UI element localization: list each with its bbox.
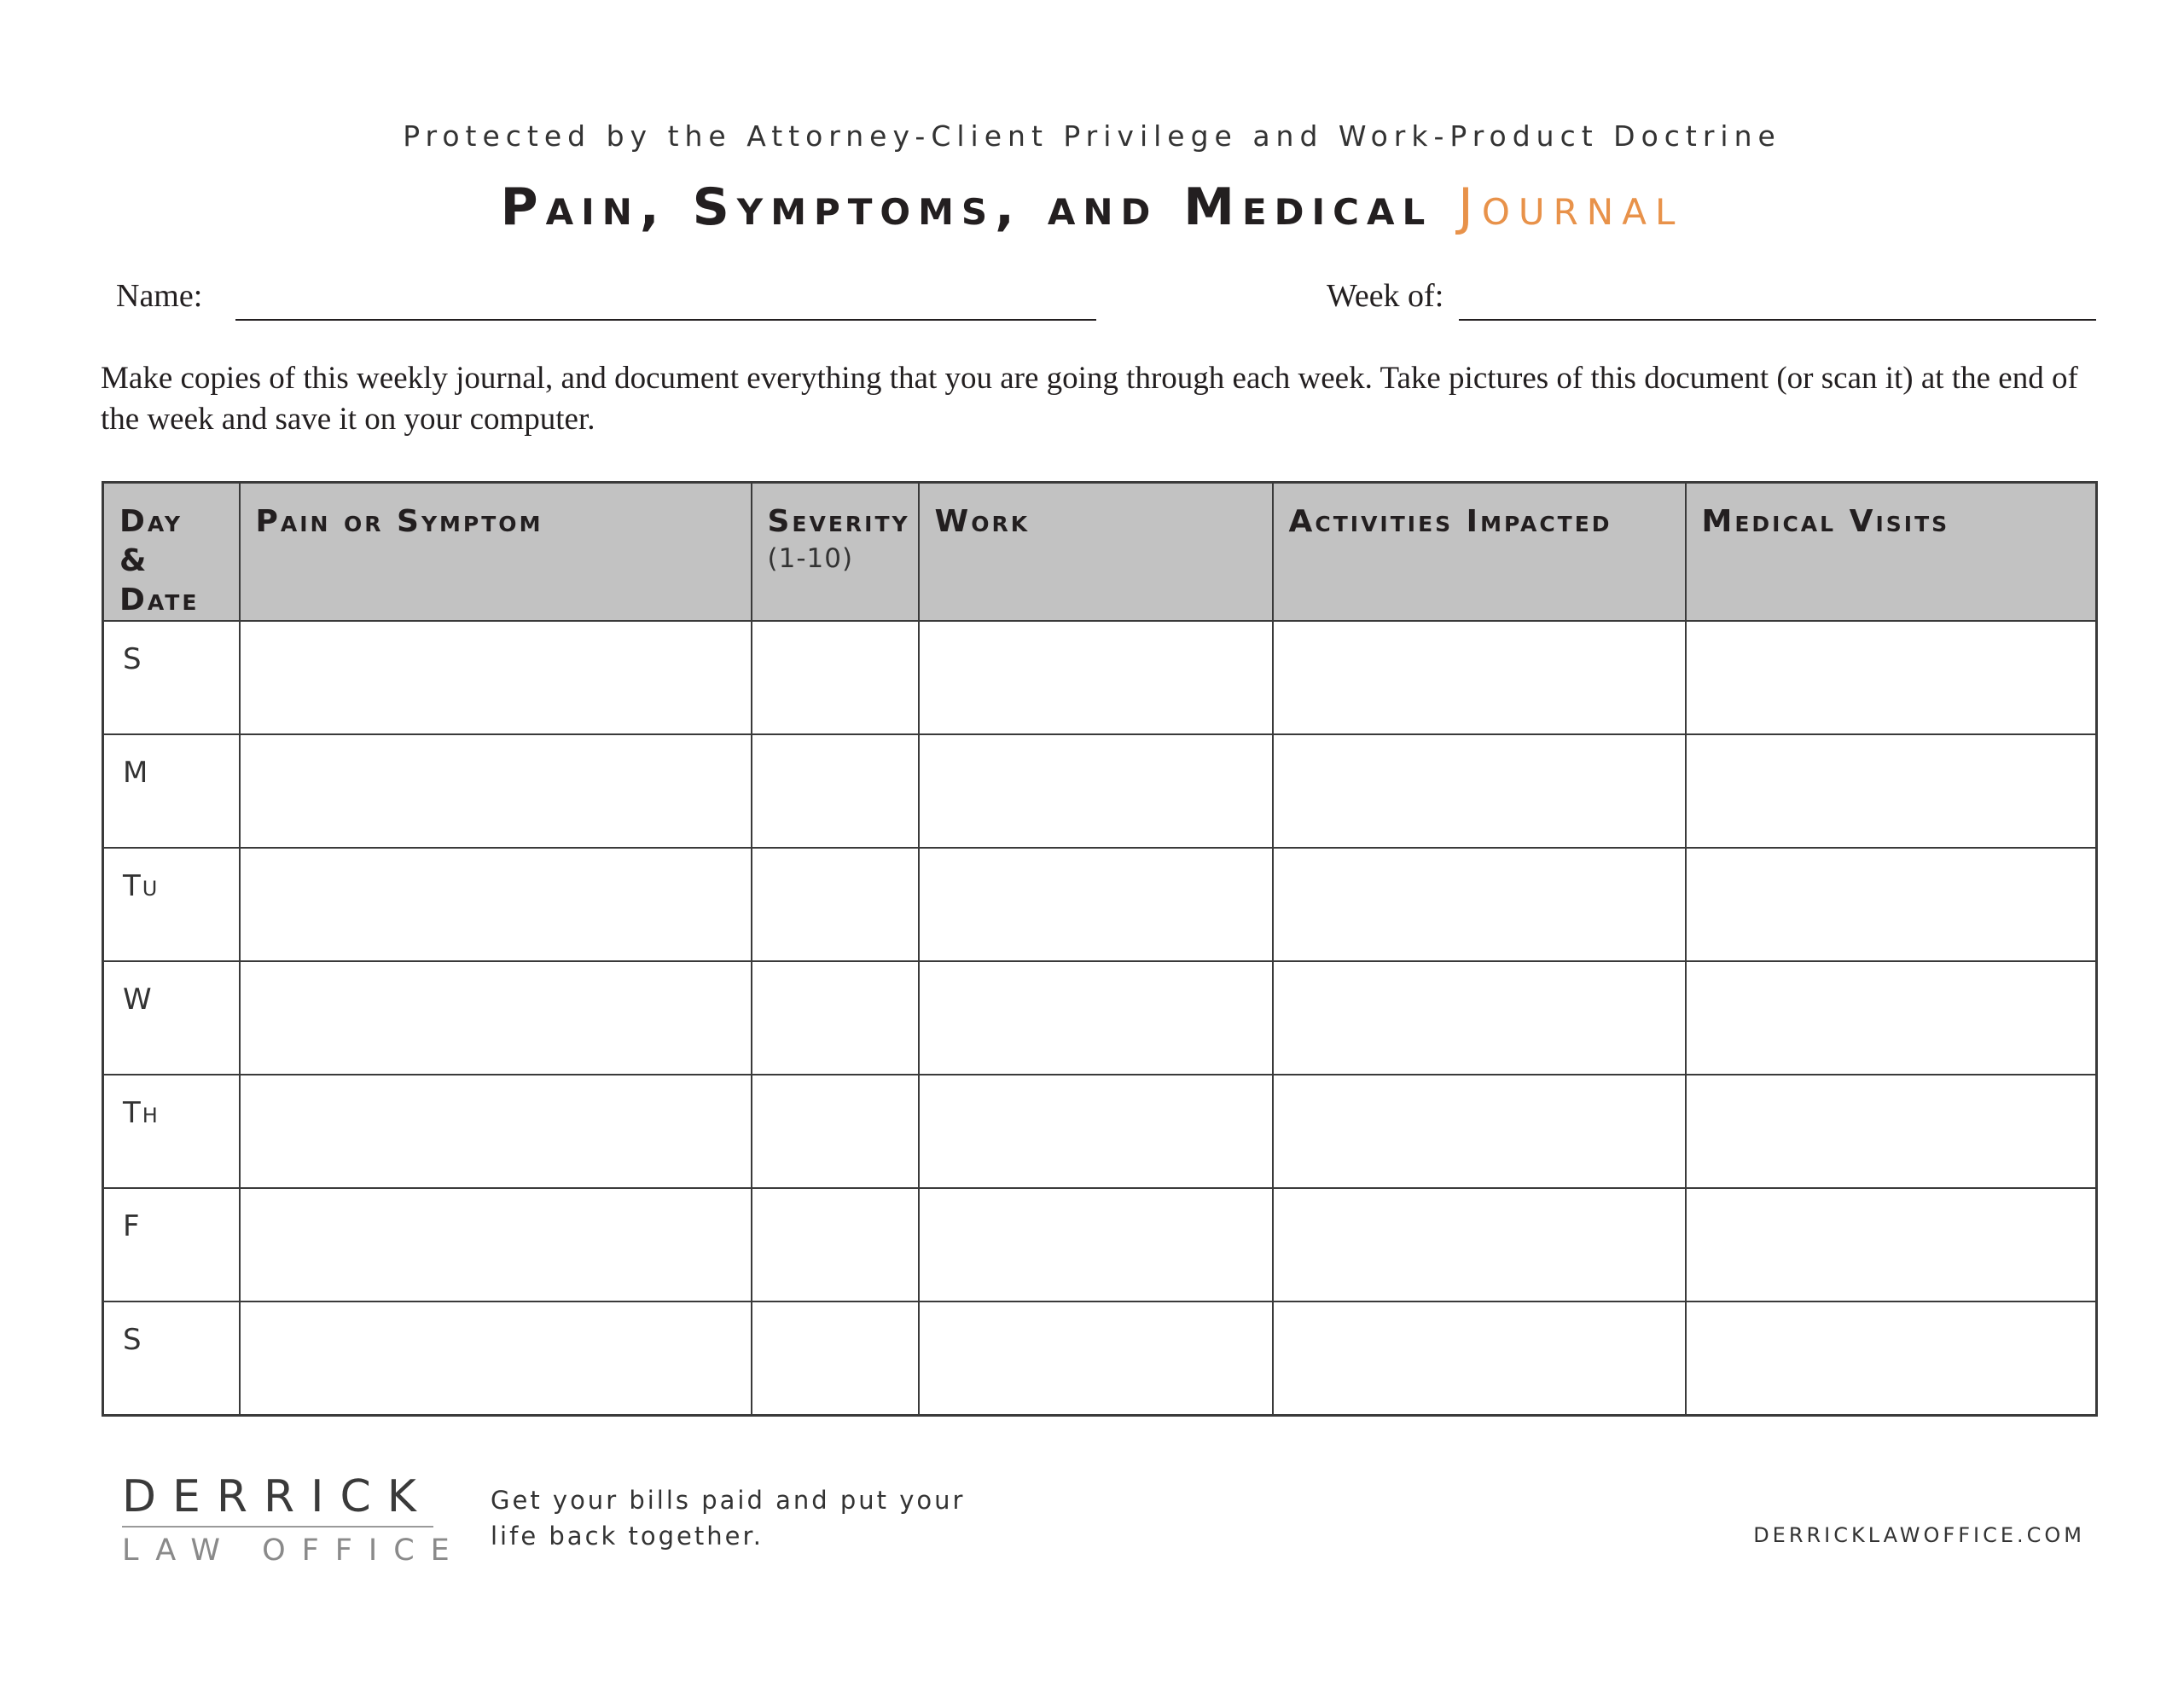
- pain-symptom-cell[interactable]: [240, 734, 752, 848]
- table-row: [103, 1075, 2097, 1188]
- table-row: [103, 848, 2097, 961]
- severity-cell[interactable]: [752, 848, 919, 961]
- logo-wordmark-bottom: LAW OFFICE: [122, 1533, 466, 1568]
- severity-cell[interactable]: [752, 1301, 919, 1416]
- privilege-notice: Protected by the Attorney-Client Privilege and Work-Product Doctrine: [403, 119, 1781, 153]
- work-cell[interactable]: [919, 1301, 1273, 1416]
- table-row: [103, 961, 2097, 1075]
- pain-symptom-cell[interactable]: [240, 848, 752, 961]
- day-cell: S: [103, 1301, 240, 1416]
- severity-cell[interactable]: [752, 961, 919, 1075]
- medical-visits-cell[interactable]: [1686, 1301, 2097, 1416]
- medical-visits-cell[interactable]: [1686, 621, 2097, 734]
- table-row: [103, 1301, 2097, 1416]
- name-label: Name:: [116, 278, 203, 314]
- severity-cell[interactable]: [752, 1075, 919, 1188]
- logo-divider: [122, 1526, 433, 1528]
- medical-visits-cell[interactable]: [1686, 961, 2097, 1075]
- severity-cell[interactable]: [752, 734, 919, 848]
- name-field[interactable]: [235, 319, 1096, 321]
- severity-cell[interactable]: [752, 1188, 919, 1301]
- title-main: Pain, Symptoms, and Medical: [500, 177, 1433, 237]
- pain-symptom-cell[interactable]: [240, 1075, 752, 1188]
- activities-cell[interactable]: [1273, 848, 1686, 961]
- column-header-severity: Severity (1-10): [752, 483, 919, 622]
- pain-symptom-cell[interactable]: [240, 1188, 752, 1301]
- column-header-medical-visits: Medical Visits: [1686, 483, 2097, 622]
- table-row: [103, 1188, 2097, 1301]
- work-cell[interactable]: [919, 1188, 1273, 1301]
- medical-visits-cell[interactable]: [1686, 734, 2097, 848]
- work-cell[interactable]: [919, 734, 1273, 848]
- footer-website-link[interactable]: DERRICKLAWOFFICE.COM: [1753, 1523, 2085, 1547]
- severity-cell[interactable]: [752, 621, 919, 734]
- title-accent: Journal: [1458, 177, 1684, 237]
- day-cell: F: [103, 1188, 240, 1301]
- table-row: [103, 734, 2097, 848]
- activities-cell[interactable]: [1273, 1301, 1686, 1416]
- column-header-day-date: Day & Date: [103, 483, 240, 622]
- activities-cell[interactable]: [1273, 734, 1686, 848]
- medical-visits-cell[interactable]: [1686, 848, 2097, 961]
- day-cell: Tu: [103, 848, 240, 961]
- activities-cell[interactable]: [1273, 961, 1686, 1075]
- column-header-work: Work: [919, 483, 1273, 622]
- day-cell: W: [103, 961, 240, 1075]
- medical-visits-cell[interactable]: [1686, 1188, 2097, 1301]
- work-cell[interactable]: [919, 848, 1273, 961]
- table-row: [103, 621, 2097, 734]
- work-cell[interactable]: [919, 1075, 1273, 1188]
- activities-cell[interactable]: [1273, 1188, 1686, 1301]
- pain-symptom-cell[interactable]: [240, 1301, 752, 1416]
- journal-table: [102, 481, 2098, 1417]
- column-header-activities-impacted: Activities Impacted: [1273, 483, 1686, 622]
- work-cell[interactable]: [919, 621, 1273, 734]
- column-header-pain-symptom: Pain or Symptom: [240, 483, 752, 622]
- day-cell: S: [103, 621, 240, 734]
- table-header-row: [103, 483, 2097, 622]
- week-of-field[interactable]: [1459, 319, 2096, 321]
- activities-cell[interactable]: [1273, 621, 1686, 734]
- logo-wordmark-top: DERRICK: [122, 1471, 433, 1522]
- day-cell: Th: [103, 1075, 240, 1188]
- day-cell: M: [103, 734, 240, 848]
- derrick-law-office-logo: [122, 1471, 466, 1568]
- page-title: [0, 177, 2184, 237]
- footer-tagline: Get your bills paid and put your life back together.: [491, 1486, 966, 1551]
- activities-cell[interactable]: [1273, 1075, 1686, 1188]
- instructions-text: Make copies of this weekly journal, and document everything that you are going through each week. Take pictures of this document (or scan it) at the end of the week and save it on your computer.: [101, 361, 2078, 437]
- work-cell[interactable]: [919, 961, 1273, 1075]
- pain-symptom-cell[interactable]: [240, 621, 752, 734]
- week-of-label: Week of:: [1327, 278, 1444, 314]
- severity-scale: (1-10): [767, 543, 854, 574]
- pain-symptom-cell[interactable]: [240, 961, 752, 1075]
- medical-visits-cell[interactable]: [1686, 1075, 2097, 1188]
